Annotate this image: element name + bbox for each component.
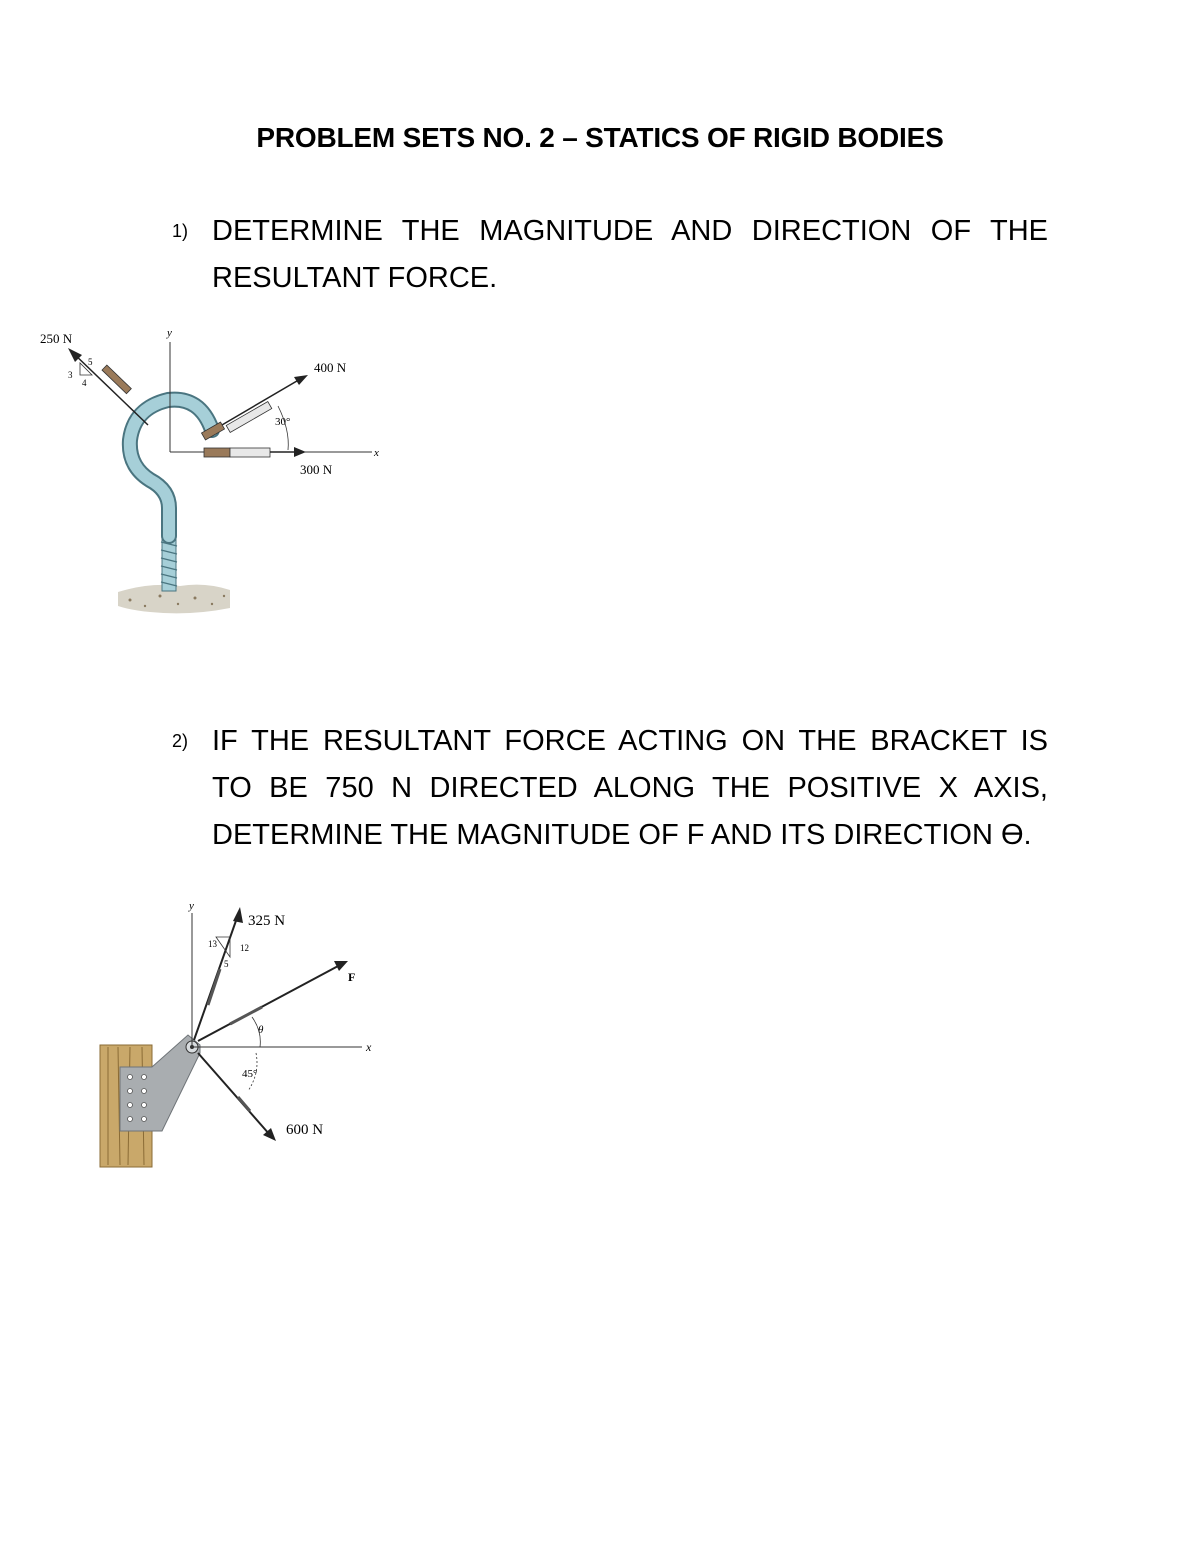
angle-45-label: 45° [242, 1068, 258, 1080]
force-300-label: 300 N [300, 462, 333, 477]
angle-theta-label: θ [258, 1024, 264, 1036]
force-250-arrow [40, 331, 148, 425]
force-f-label: F [348, 970, 356, 984]
slope-12: 12 [240, 943, 249, 953]
slope-5: 5 [88, 357, 93, 367]
slope-3: 3 [68, 370, 73, 380]
problem-text: DETERMINE THE MAGNITUDE AND DIRECTION OF THE RESULTANT FORCE. [212, 215, 1048, 294]
force-600-arrow [198, 1053, 323, 1141]
slope-5: 5 [224, 959, 229, 969]
figure-bracket [90, 895, 390, 1175]
axis-x-label: x [374, 447, 379, 459]
problem-number: 1) [172, 221, 189, 241]
axis-x-label: x [366, 1040, 372, 1054]
problem-number: 2) [172, 731, 189, 751]
angle-30-label: 30° [275, 416, 291, 428]
force-250-label: 250 N [40, 331, 73, 346]
hook [130, 400, 212, 591]
axis-y-label: y [189, 900, 194, 912]
axis-y-label: y [167, 327, 172, 339]
force-325-label: 325 N [248, 913, 286, 929]
axes [166, 327, 379, 459]
force-f-arrow [198, 961, 355, 1047]
slope-13: 13 [208, 939, 217, 949]
slope-4: 4 [82, 378, 87, 388]
problem-text: IF THE RESULTANT FORCE ACTING ON THE BRACKET IS TO BE 750 N DIRECTED ALONG THE POSITIVE X AXIS, DETERMINE THE MAGNITUDE OF F AND ITS DIRECTION ϴ. [212, 725, 1048, 851]
force-600-label: 600 N [286, 1122, 324, 1138]
force-400-label: 400 N [314, 360, 347, 375]
page-title: PROBLEM SETS NO. 2 – STATICS OF RIGID BODIES [256, 122, 944, 153]
figure-hook [30, 320, 400, 620]
force-400-arrow [201, 360, 346, 450]
